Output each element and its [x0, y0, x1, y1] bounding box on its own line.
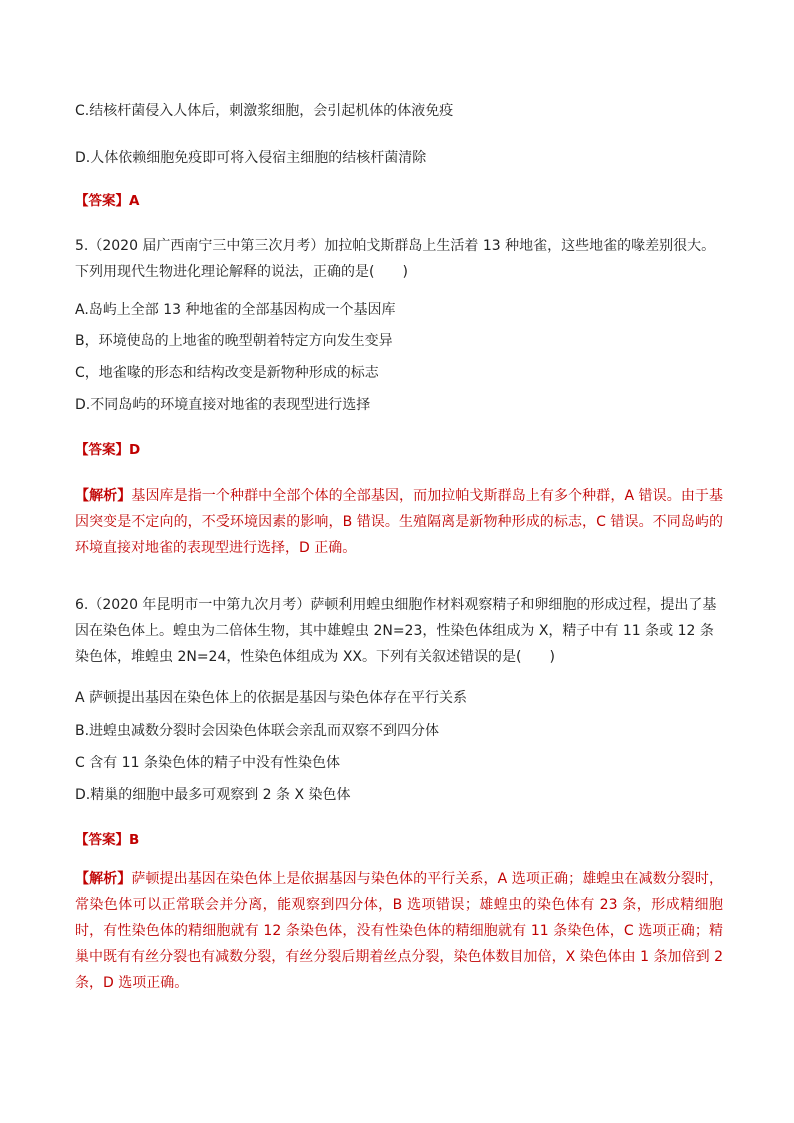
q6-analysis — [75, 866, 723, 996]
q4-option-c: C.结核杆菌侵入人体后，刺激浆细胞，会引起机体的体液免疫 — [75, 103, 454, 119]
q5-analysis-text: 基因库是指一个种群中全部个体的全部基因，而加拉帕戈斯群岛上有多个种群，A 错误。由于基因突变是不定向的，不受环境因素的影响，B 错误。生殖隔离是新物种形成的标志，C 错误。不同岛屿的环境直接对地雀的表现型进行选择，D 正确。 — [75, 488, 724, 556]
q5-stem: 5.（2020 届广西南宁三中第三次月考）加拉帕戈斯群岛上生活着 13 种地雀，这些地雀的喙差别很大。下列用现代生物进化理论解释的说法，正确的是( ) — [75, 238, 716, 280]
q5-option-d: D.不同岛屿的环境直接对地雀的表现型进行选择 — [75, 397, 371, 413]
q6-option-a: A 萨顿提出基因在染色体上的依据是基因与染色体存在平行关系 — [75, 690, 468, 706]
q5-answer: 【答案】D — [75, 442, 141, 458]
q5-option-a: A.岛屿上全部 13 种地雀的全部基因构成一个基因库 — [75, 302, 396, 318]
q6-option-b: B.进蝗虫减数分裂时会因染色体联会亲乱而双察不到四分体 — [75, 723, 440, 739]
q5-option-b: B，环境使岛的上地雀的晚型朝着特定方向发生变异 — [75, 333, 393, 349]
q5-option-c: C，地雀喙的形态和结构改变是新物种形成的标志 — [75, 365, 379, 381]
q6-stem: 6.（2020 年昆明市一中第九次月考）萨顿利用蝗虫细胞作材料观察精子和卵细胞的形成过程，提出了基因在染色体上。蝗虫为二倍体生物，其中雄蝗虫 2N=23，性染色体组成为 X，精子中有 11 条或 12 条染色体，堆蝗虫 2N=24，性染色体组成为 XX。下列有关叙述错误的是( ) — [75, 597, 717, 665]
q5-analysis-tag: 【解析】 — [75, 488, 132, 504]
q5-analysis — [75, 483, 723, 561]
q6-option-c: C 含有 11 条染色体的精子中没有性染色体 — [75, 755, 340, 771]
q6-analysis-tag: 【解析】 — [75, 871, 132, 887]
q4-answer: 【答案】A — [75, 193, 140, 209]
q6-option-d: D.精巢的细胞中最多可观察到 2 条 X 染色体 — [75, 787, 351, 803]
q4-option-d: D.人体依赖细胞免疫即可将入侵宿主细胞的结核杆菌清除 — [75, 150, 427, 166]
q6-analysis-text: 萨顿提出基因在染色体上是依据基因与染色体的平行关系，A 选项正确；雄蝗虫在减数分裂时，常染色体可以正常联会并分离，能观察到四分体，B 选项错误；雄蝗虫的染色体有 23 条，形成精细胞时，有性染色体的精细胞就有 12 条染色体，没有性染色体的精细胞就有 11 条染色体，C 选项正确；精巢中既有有丝分裂也有减数分裂，有丝分裂后期着丝点分裂，染色体数目加倍，X 染色体由 1 条加倍到 2 条，D 选项正确。 — [75, 871, 724, 991]
q6-answer: 【答案】B — [75, 832, 140, 848]
